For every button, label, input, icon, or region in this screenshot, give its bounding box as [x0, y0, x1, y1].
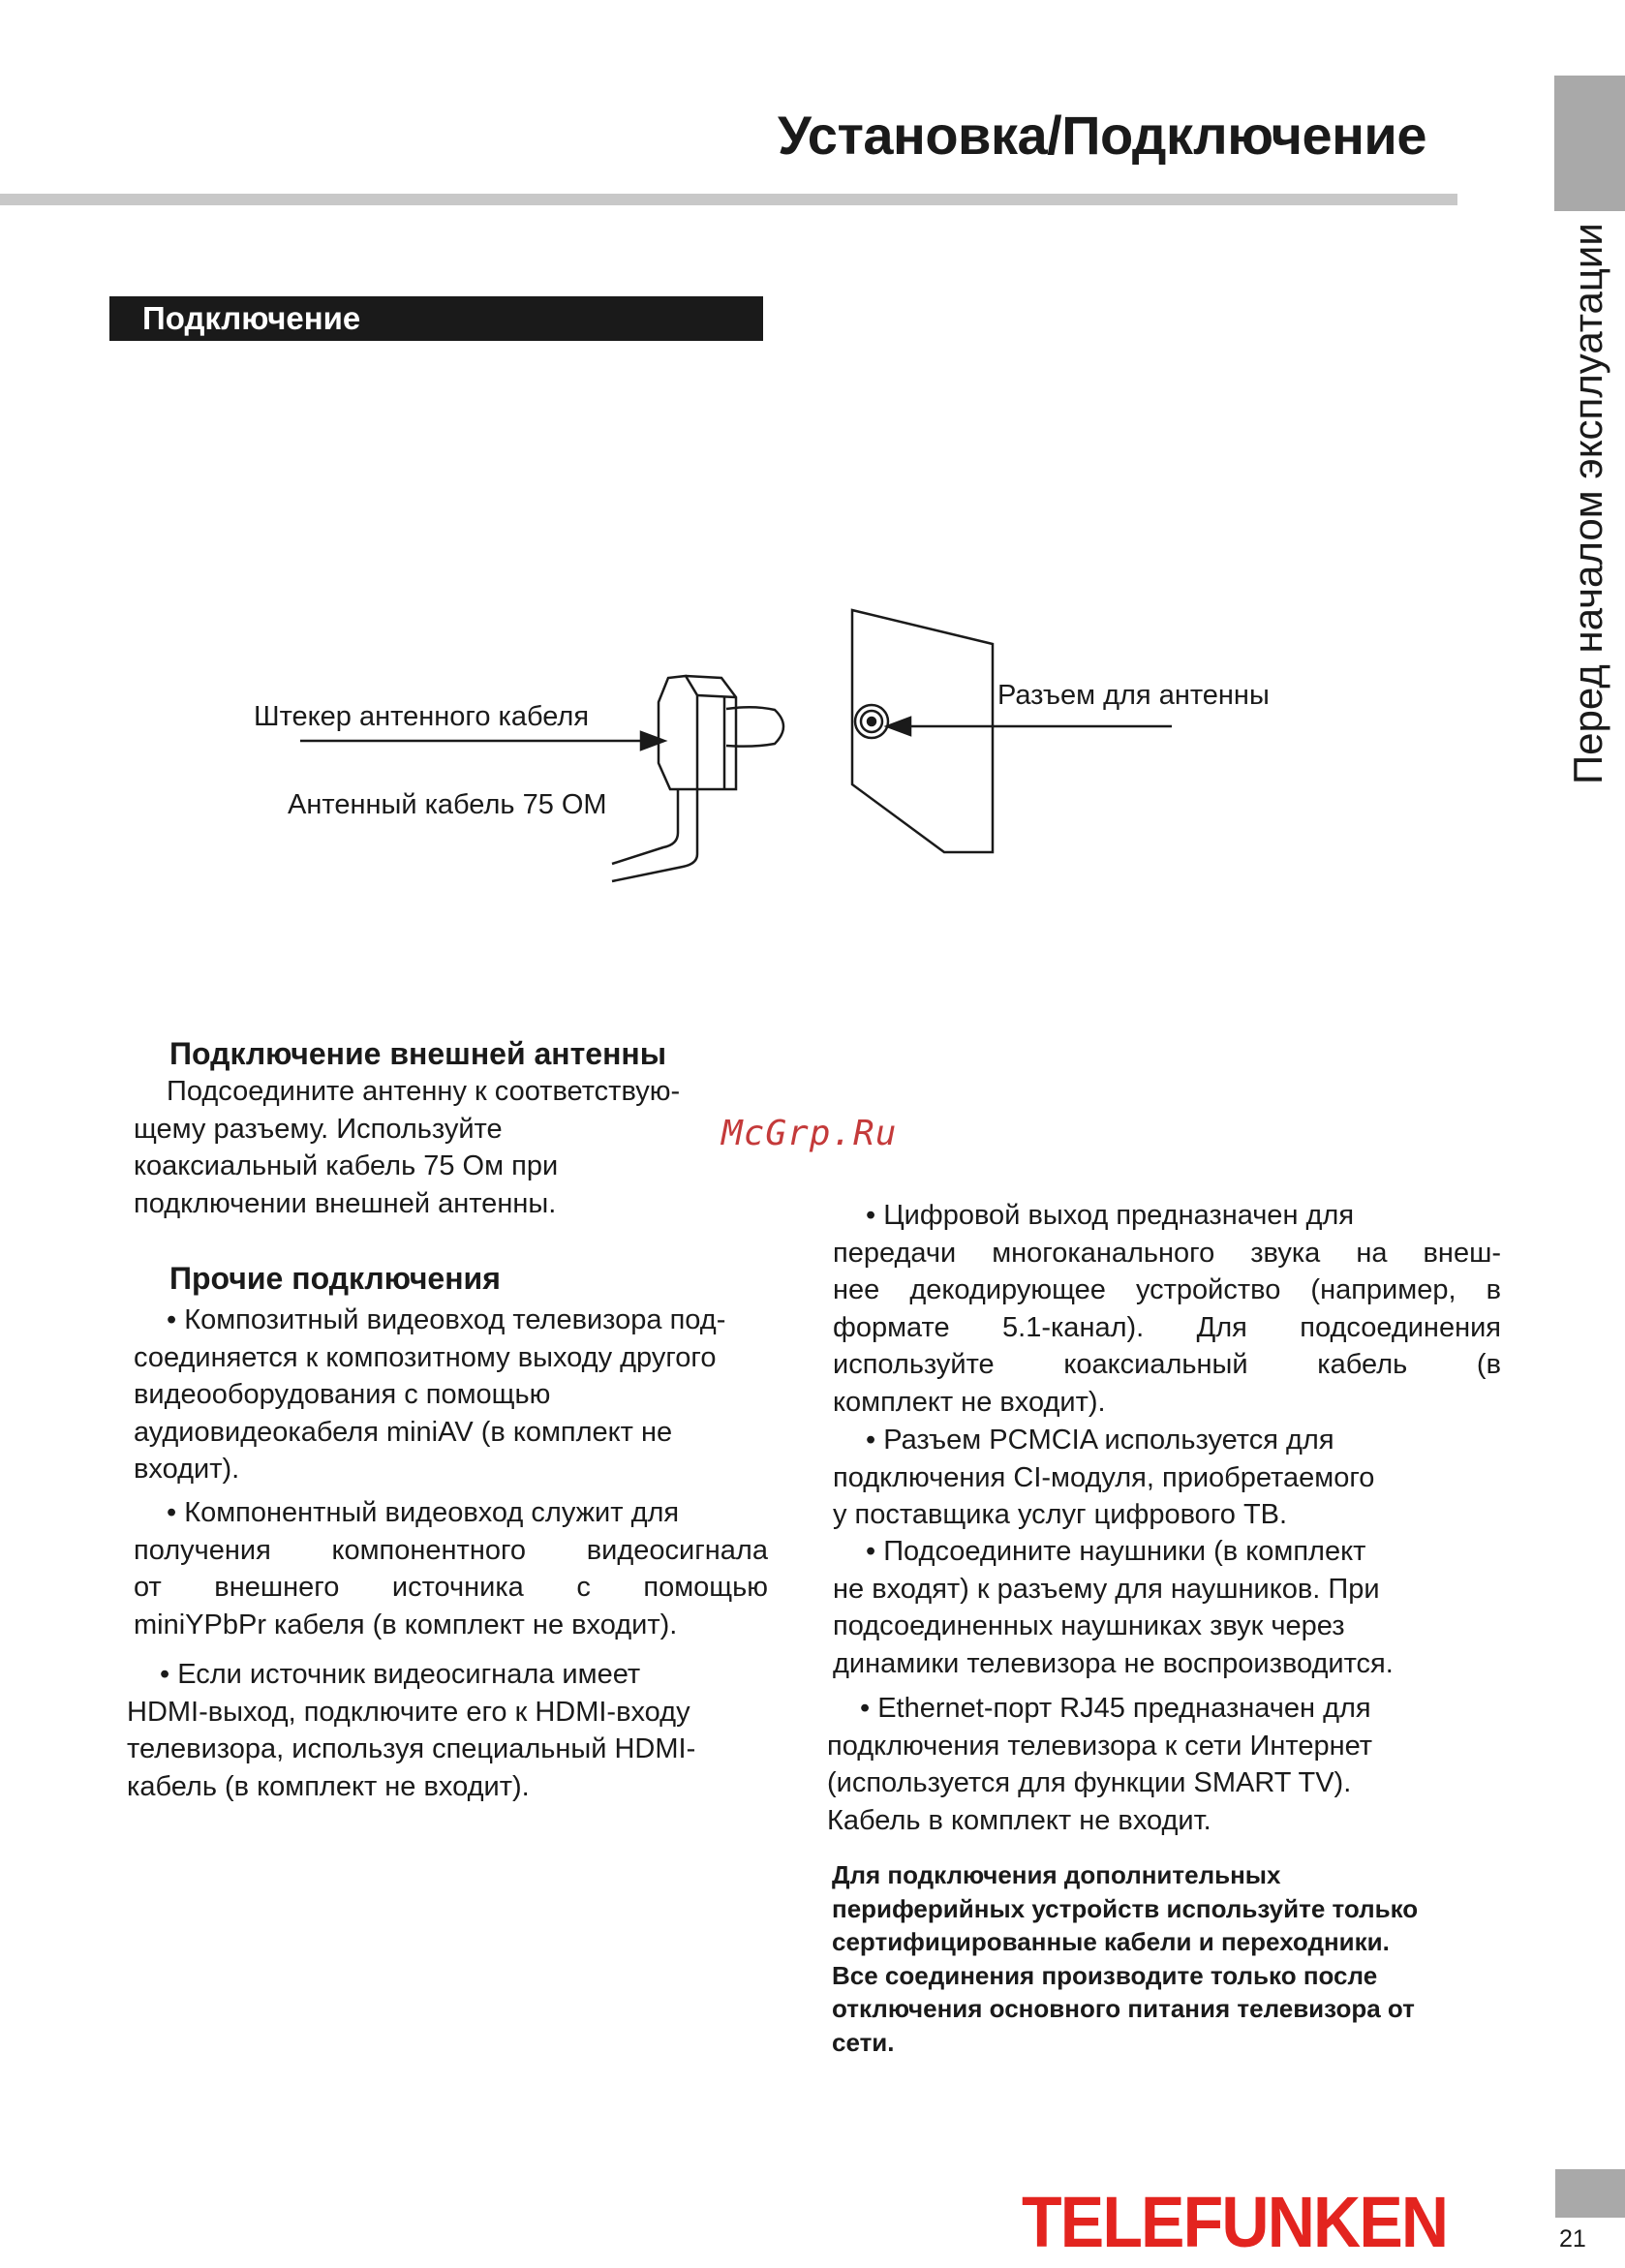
page-title: Установка/Подключение — [777, 105, 1426, 166]
text-line: комплект не входит). — [833, 1386, 1106, 1418]
brand-logo: TELEFUNKEN — [1022, 2182, 1448, 2262]
text-line: передачи многоканального звука на внеш- — [833, 1237, 1501, 1269]
paragraph-external-antenna — [134, 1073, 753, 1222]
text-line: видеооборудования с помощью — [134, 1379, 551, 1411]
text-line: • Ethernet-порт RJ45 предназначен для — [860, 1693, 1371, 1724]
section-title: Подключение — [142, 300, 361, 336]
text-line: телевизора, используя специальный HDMI- — [127, 1733, 696, 1765]
text-line: щему разъему. Используйте — [134, 1113, 503, 1145]
text-line: нее декодирующее устройство (например, в — [833, 1274, 1501, 1306]
text-line: • Компонентный видеовход служит для — [167, 1497, 680, 1528]
antenna-socket — [855, 705, 888, 738]
paragraph-digital-output — [833, 1197, 1501, 1422]
socket-label: Разъем для антенны — [997, 680, 1270, 711]
text-line: подсоединенных наушниках звук через — [833, 1610, 1345, 1642]
safety-note — [832, 1858, 1510, 2059]
plug-label: Штекер антенного кабеля — [254, 701, 590, 732]
paragraph-hdmi — [127, 1656, 776, 1805]
text-line: Кабель в комплект не входит. — [827, 1804, 1211, 1836]
page-number: 21 — [1559, 2225, 1586, 2253]
text-line: (используется для функции SMART TV). — [827, 1767, 1352, 1799]
paragraph-component — [134, 1494, 768, 1643]
text-line: аудиовидеокабеля miniAV (в комплект не — [134, 1416, 673, 1448]
heading-external-antenna: Подключение внешней антенны — [169, 1036, 667, 1071]
text-line: сети. — [832, 2027, 895, 2057]
watermark: McGrp.Ru — [721, 1114, 898, 1153]
text-line: Все соединения производите только после — [832, 1960, 1378, 1990]
header-rule — [0, 194, 1457, 205]
text-line: подключении внешней антенны. — [134, 1187, 557, 1219]
text-line: • Если источник видеосигнала имеет — [160, 1659, 641, 1690]
heading-other-connections: Прочие подключения — [169, 1261, 501, 1296]
paragraph-headphones — [833, 1533, 1501, 1682]
text-line: • Подсоедините наушники (в комплект — [866, 1536, 1366, 1567]
text-line: Для подключения дополнительных — [832, 1860, 1281, 1889]
text-line: не входят) к разъему для наушников. При — [833, 1573, 1380, 1605]
text-line: соединяется к композитному выходу другого — [134, 1341, 717, 1373]
text-line: miniYPbPr кабеля (в комплект не входит). — [134, 1609, 678, 1640]
text-line: формате 5.1-канал). Для подсоединения — [833, 1311, 1501, 1343]
text-line: • Цифровой выход предназначен для — [866, 1200, 1355, 1231]
paragraph-composite — [134, 1302, 788, 1488]
text-line: сертифицированные кабели и переходники. — [832, 1927, 1390, 1956]
text-line: у поставщика услуг цифрового ТВ. — [833, 1499, 1288, 1531]
antenna-cable — [612, 789, 697, 881]
paragraph-pcmcia — [833, 1422, 1501, 1534]
text-line: Подсоедините антенну к соответствую- — [167, 1076, 681, 1107]
text-line: динамики телевизора не воспроизводится. — [833, 1647, 1394, 1679]
text-line: подключения CI-модуля, приобретаемого — [833, 1461, 1375, 1493]
text-line: периферийных устройств используйте только — [832, 1893, 1419, 1923]
side-tab-marker — [1554, 76, 1625, 211]
text-line: используйте коаксиальный кабель (в — [833, 1349, 1501, 1381]
side-tab-label: Перед началом эксплуатации — [1565, 223, 1610, 784]
text-line: входит). — [134, 1454, 240, 1486]
text-line: HDMI-выход, подключите его к HDMI-входу — [127, 1696, 690, 1728]
text-line: от внешнего источника с помощью — [134, 1572, 768, 1604]
text-line: кабель (в комплект не входит). — [127, 1770, 530, 1802]
text-line: • Разъем PCMCIA используется для — [866, 1425, 1334, 1456]
page-tab-marker — [1555, 2169, 1625, 2218]
text-line: подключения телевизора к сети Интернет — [827, 1730, 1373, 1762]
text-line: коаксиальный кабель 75 Ом при — [134, 1150, 559, 1182]
cable-label: Антенный кабель 75 ОМ — [288, 789, 607, 820]
text-line: получения компонентного видеосигнала — [134, 1534, 768, 1566]
antenna-plug — [659, 676, 783, 789]
antenna-connection-diagram — [223, 591, 1317, 901]
text-line: • Композитный видеовход телевизора под- — [167, 1304, 726, 1335]
text-line: отключения основного питания телевизора от — [832, 1994, 1415, 2023]
paragraph-ethernet — [827, 1690, 1495, 1839]
